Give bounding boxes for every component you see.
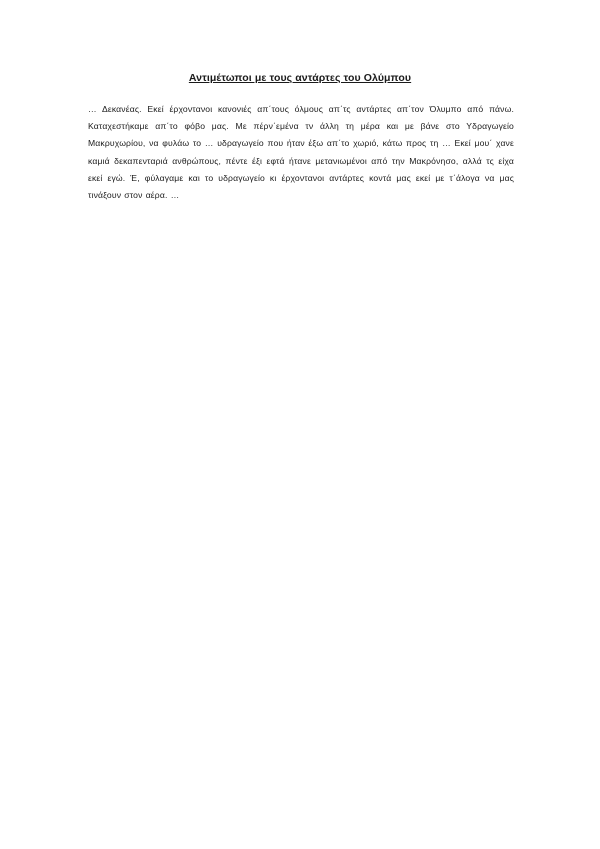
document-title: Αντιμέτωποι με τους αντάρτες του Ολύμπου	[188, 72, 412, 84]
document-body-paragraph: … Δεκανέας. Εκεί έρχοντανοι κανονιές απ΄τους όλμους απ΄τς αντάρτες απ΄τον Όλυμπο από πάνω. Καταχεστήκαμε απ΄το φόβο μας. Με πέρν΄εμένα τν άλλη τη μέρα και με βάνε στο Υδραγωγείο Μακρυχωρίου, να φυλάω το … υδραγωγείο που ήταν έξω απ΄το χωριό, κάτω προς τη … Εκεί μου΄ χανε καμιά δεκαπενταριά ανθρώπους, πέντε έξι εφτά ήτανε μετανιωμένοι από την Μακρόνησο, αλλά τς είχα εκεί εγώ. Έ, φύλαγαμε και το υδραγωγείο κι έρχοντανοι αντάρτες κοντά μας εκεί με τ΄άλογα να μας τινάξουν στον αέρα. …	[88, 104, 514, 201]
